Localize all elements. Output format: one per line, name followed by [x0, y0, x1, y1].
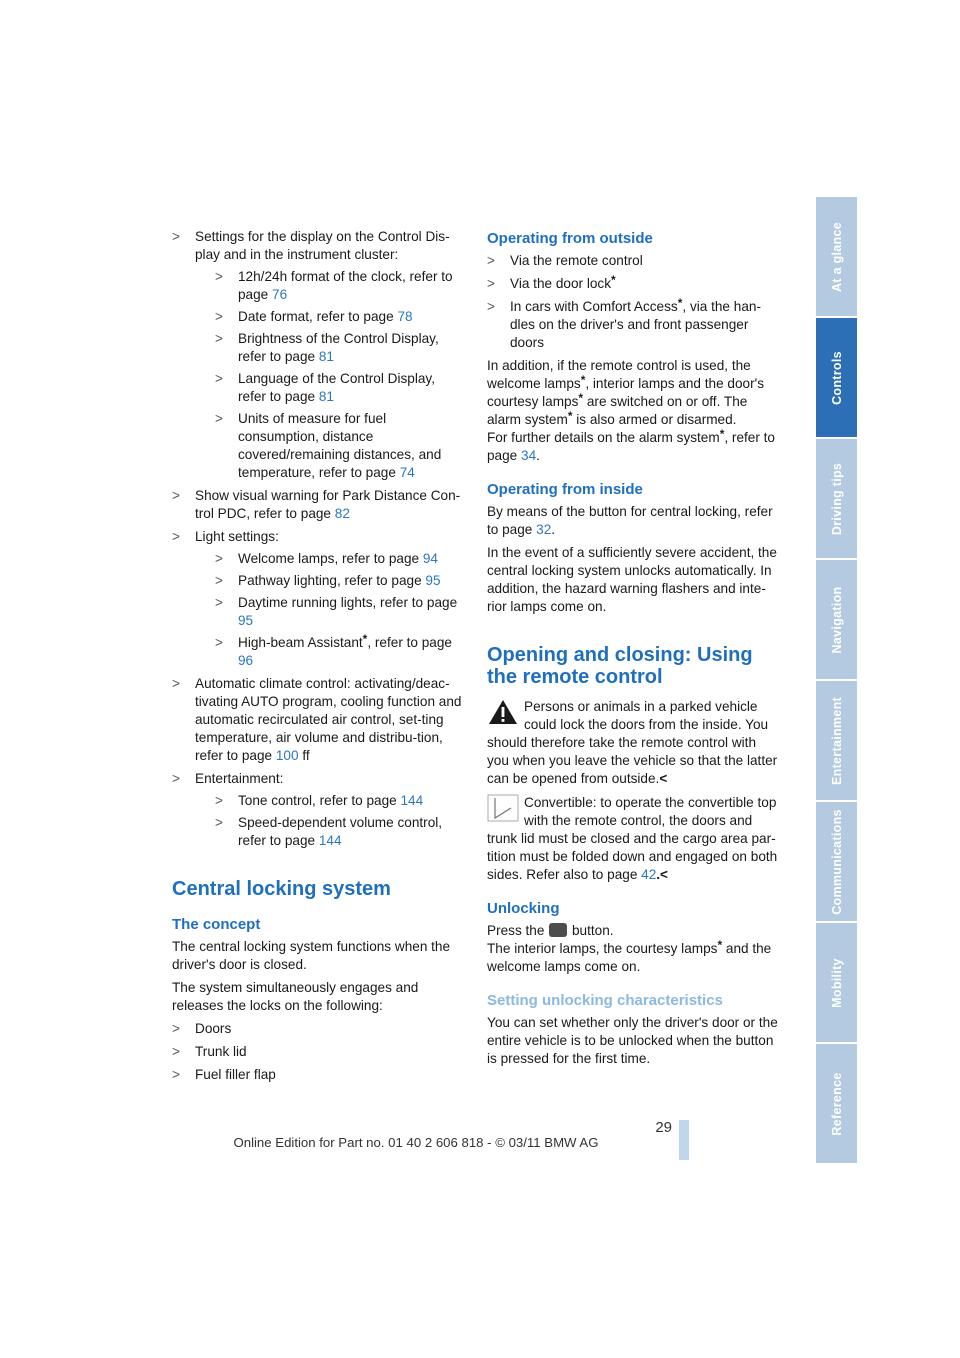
- page-link[interactable]: 81: [318, 349, 334, 364]
- page-link[interactable]: 95: [425, 573, 441, 588]
- sub-list: [215, 792, 464, 850]
- asterisk-icon: *: [717, 938, 723, 952]
- list-item: > Daytime running lights, refer to page 95: [215, 595, 458, 628]
- page-link[interactable]: 42: [641, 867, 657, 882]
- left-column: [172, 228, 464, 1089]
- subsection-heading-inside: Operating from inside: [487, 481, 643, 498]
- tab-driving-tips[interactable]: Driving tips: [816, 439, 857, 558]
- page-link[interactable]: 76: [272, 287, 288, 302]
- page-link[interactable]: 81: [318, 389, 334, 404]
- list-item: > Welcome lamps, refer to page 94: [215, 551, 438, 566]
- asterisk-icon: *: [677, 296, 683, 310]
- paragraph: You can set whether only the driver's door or the entire vehicle is to be unlocked when the button is pressed for the first time.: [487, 1015, 778, 1066]
- section-heading-central-locking: Central locking system: [172, 878, 391, 900]
- chapter-tabs: [816, 197, 857, 1165]
- paragraph: In the event of a sufficiently severe accident, the central locking system unlocks automatically. In addition, the hazard warning flashers and inte-rior lamps come on.: [487, 545, 777, 614]
- list-item: > Language of the Control Display, refer to page 81: [215, 371, 435, 404]
- page-link[interactable]: 34: [521, 448, 537, 463]
- list-item: > Settings for the display on the Control Dis-play and in the instrument cluster: > 12h/24h format of the clock, refer to page 76 > Date format, refer to page 78 > Brightness of the Control Display, refer to page 81 > Language of the Control Display, refer to page 81 > Units of measure for fuel consumption, distance covered/remaining distances, and temperature, refer to page 74: [172, 228, 464, 482]
- list-item: > 12h/24h format of the clock, refer to page 76: [215, 269, 453, 302]
- paragraph: The central locking system functions when the driver's door is closed.: [172, 939, 451, 972]
- paragraph: By means of the button for central locking, refer to page 32.: [487, 504, 773, 537]
- list-item: > Brightness of the Control Display, refer to page 81: [215, 331, 439, 364]
- subsection-heading-outside: Operating from outside: [487, 230, 653, 247]
- tab-mobility[interactable]: Mobility: [816, 923, 857, 1042]
- page-link[interactable]: 100: [275, 748, 299, 763]
- subsection-heading-settings: Setting unlocking characteristics: [487, 992, 723, 1009]
- asterisk-icon: *: [719, 427, 725, 441]
- tab-navigation[interactable]: Navigation: [816, 560, 857, 679]
- tab-controls[interactable]: Controls: [816, 318, 857, 437]
- right-column: [487, 228, 781, 1073]
- list-item: > High-beam Assistant*, refer to page 96: [215, 632, 452, 668]
- section-heading-remote-control: Opening and closing: Using the remote control: [487, 644, 753, 688]
- page-link[interactable]: 82: [334, 506, 350, 521]
- list-item: > Show visual warning for Park Distance Con-trol PDC, refer to page 82: [172, 488, 461, 521]
- subsection-heading-unlocking: Unlocking: [487, 900, 560, 917]
- list-item: > Via the door lock*: [487, 273, 616, 291]
- warning-note: Persons or animals in a parked vehicle could lock the doors from the inside. You should therefore take the remote control with you when you leave the vehicle so that the latter can be opened from outside.<: [487, 699, 778, 786]
- list-item: > Light settings: > Welcome lamps, refer to page 94 > Pathway lighting, refer to page 95 > Daytime running lights, refer to page 95 > High-beam Assistant*, refer to page 96: [172, 528, 464, 670]
- page-link[interactable]: 32: [536, 522, 552, 537]
- sub-list: [215, 268, 464, 482]
- tab-entertainment[interactable]: Entertainment: [816, 681, 857, 800]
- list-item: > Units of measure for fuel consumption, distance covered/remaining distances, and temperature, refer to page 74: [215, 411, 442, 480]
- sub-list: [215, 550, 464, 670]
- list-item: > Pathway lighting, refer to page 95: [215, 573, 441, 588]
- page-link[interactable]: 144: [400, 793, 424, 808]
- bullet-marker: >: [172, 229, 180, 244]
- remote-unlock-button-icon: [549, 923, 567, 937]
- page-link[interactable]: 96: [238, 653, 254, 668]
- page-link[interactable]: 74: [399, 465, 415, 480]
- asterisk-icon: *: [567, 409, 573, 423]
- page-link[interactable]: 78: [397, 309, 413, 324]
- list-item: > Automatic climate control: activating/deac-tivating AUTO program, cooling function and automatic recirculated air control, set-ting temperature, air volume and distribu-tion, refer to page 100 ff: [172, 676, 462, 763]
- tab-at-a-glance[interactable]: At a glance: [816, 197, 857, 316]
- page-link[interactable]: 94: [422, 551, 438, 566]
- list-item: > Tone control, refer to page 144: [215, 793, 424, 808]
- list-item: > Date format, refer to page 78: [215, 309, 413, 324]
- list-item: > Entertainment: > Tone control, refer to page 144 > Speed-dependent volume control, refer to page 144: [172, 770, 464, 850]
- list-item: > Speed-dependent volume control, refer to page 144: [215, 815, 443, 848]
- paragraph: The system simultaneously engages and releases the locks on the following:: [172, 980, 419, 1013]
- footer-text: Online Edition for Part no. 01 40 2 606 818 - © 03/11 BMW AG: [233, 1135, 599, 1150]
- asterisk-icon: *: [611, 273, 616, 287]
- paragraph: In addition, if the remote control is used, the welcome lamps*, interior lamps and the door's courtesy lamps* are switched on or off. The alarm system* is also armed or disarmed. For further details on the alarm system*, refer to page 34.: [487, 358, 775, 463]
- subsection-heading-concept: The concept: [172, 916, 261, 933]
- page-link[interactable]: 95: [238, 613, 254, 628]
- page-link[interactable]: 144: [318, 833, 342, 848]
- convertible-note: Convertible: to operate the convertible top with the remote control, the doors and trunk lid must be closed and the cargo area par-tition must be folded down and engaged on both sides. Refer also to page 42.<: [487, 795, 778, 882]
- footer: [0, 1134, 960, 1152]
- tab-communications[interactable]: Communications: [816, 802, 857, 921]
- page-number: 29: [655, 1119, 672, 1136]
- paragraph: Press the button. The interior lamps, the courtesy lamps* and the welcome lamps come on.: [487, 923, 772, 974]
- warning-triangle-icon: [487, 698, 519, 726]
- asterisk-icon: *: [578, 391, 584, 405]
- list-item: > Via the remote control: [487, 253, 643, 268]
- list-item: > In cars with Comfort Access*, via the han-dles on the driver's and front passenger doors: [487, 296, 761, 350]
- tab-reference[interactable]: Reference: [816, 1044, 857, 1163]
- asterisk-icon: *: [362, 632, 368, 646]
- note-arrow-icon: [487, 794, 519, 822]
- list-item: > Fuel filler flap: [172, 1067, 276, 1082]
- asterisk-icon: *: [580, 373, 586, 387]
- list-item: > Trunk lid: [172, 1044, 247, 1059]
- list-item: > Doors: [172, 1021, 232, 1036]
